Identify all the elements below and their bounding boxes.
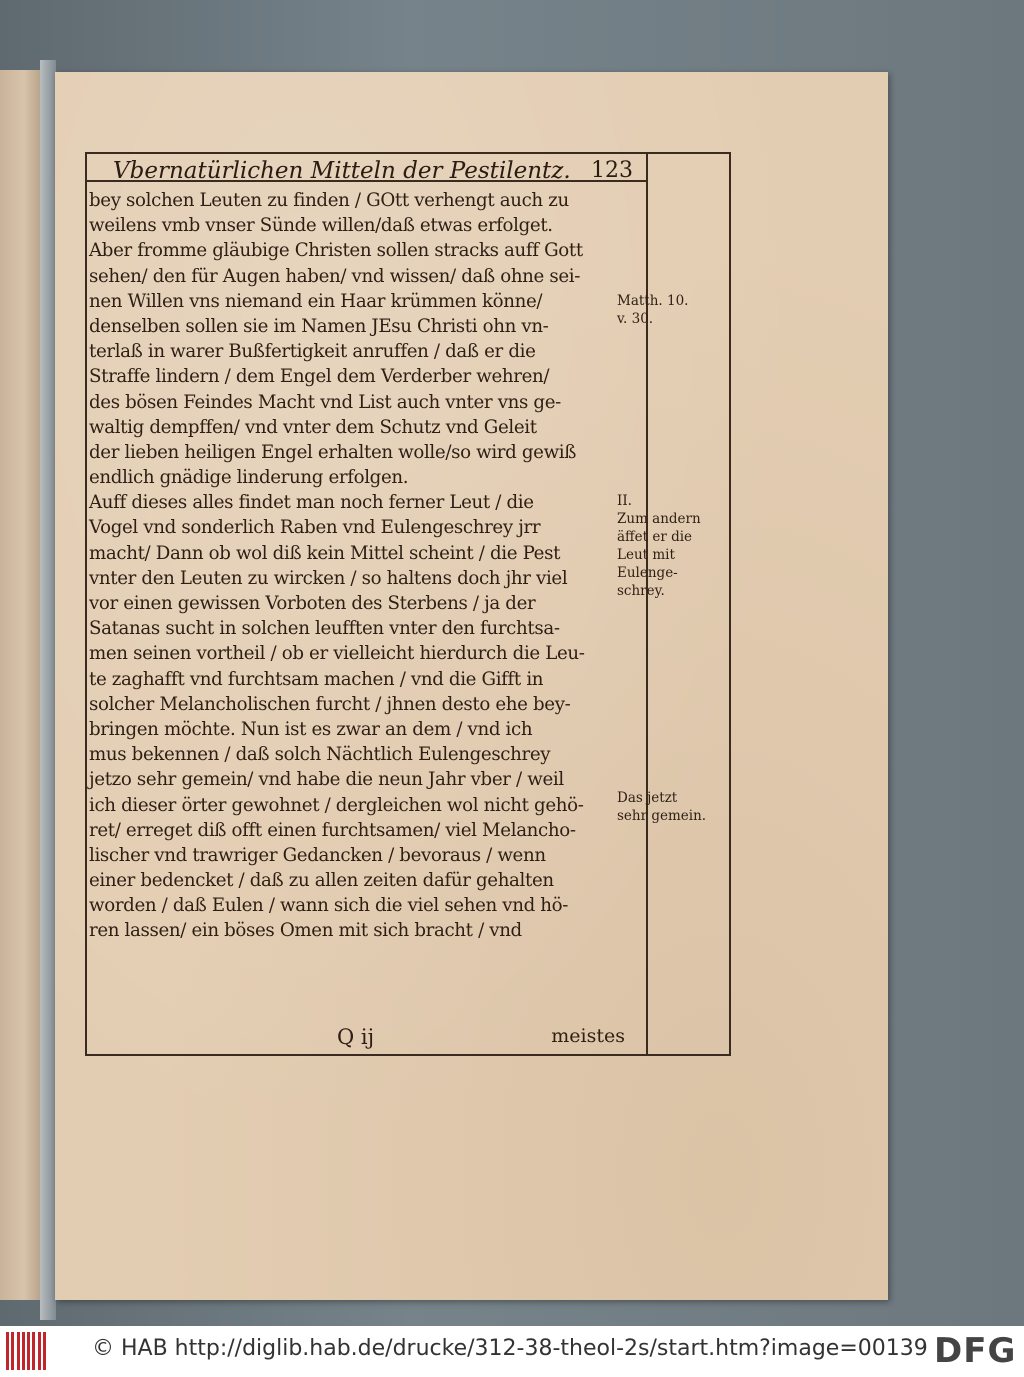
marginal-line: v. 30. — [617, 311, 654, 327]
text-line: sehen/ den für Augen haben/ vnd wissen/ daß ohne sei- — [89, 265, 581, 287]
text-line: lischer vnd trawriger Gedancken / bevoraus / wenn — [89, 844, 546, 866]
text-line: denselben sollen sie im Namen JEsu Christi ohn vn- — [89, 315, 549, 337]
text-line: bey solchen Leuten zu finden / GOtt verhengt auch zu — [89, 190, 569, 211]
marginal-line: Zum andern — [617, 511, 701, 527]
text-line: Auff dieses alles findet man noch ferner Leut / die — [89, 492, 534, 514]
page-gutter — [40, 60, 56, 1320]
adjacent-page-edge — [0, 70, 40, 1300]
book-page — [55, 72, 888, 1300]
text-line: te zaghafft vnd furchtsam machen / vnd die Gifft in — [89, 668, 544, 690]
text-line: der lieben heiligen Engel erhalten wolle/so wird gewiß — [89, 441, 577, 463]
text-line: jetzo sehr gemein/ vnd habe die neun Jahr vber / weil — [89, 769, 564, 791]
marginal-line: Matth. 10. — [617, 293, 689, 309]
text-line: waltig dempffen/ vnd vnter dem Schutz vnd Geleit — [89, 416, 537, 438]
marginal-line: Leut mit — [617, 547, 675, 563]
running-head: Vbernatürlichen Mitteln der Pestilentz. — [113, 158, 571, 184]
text-line: des bösen Feindes Macht vnd List auch vnter vns ge- — [89, 391, 561, 413]
viewer-footer — [0, 1326, 1024, 1377]
text-line: Vogel vnd sonderlich Raben vnd Eulengeschrey jrr — [89, 517, 541, 539]
page-number: 123 — [591, 158, 633, 183]
marginal-note-bible-ref — [617, 292, 713, 328]
text-line: Satanas sucht in solchen leufften vnter den furchtsa- — [89, 618, 560, 640]
text-line: bringen möchte. Nun ist es zwar an dem / vnd ich — [89, 718, 533, 740]
text-line: vnter den Leuten zu wircken / so haltens doch jhr viel — [89, 567, 568, 589]
text-line: solcher Melancholischen furcht / jhnen desto ehe bey- — [89, 693, 571, 715]
text-line: ret/ erreget diß offt einen furchtsamen/ viel Melancho- — [89, 819, 576, 841]
text-line: Straffe lindern / dem Engel dem Verderber wehren/ — [89, 366, 550, 388]
body-text — [89, 188, 621, 944]
catchword: meistes — [551, 1025, 625, 1047]
text-line: terlaß in warer Bußfertigkeit anruffen / daß er die — [89, 341, 536, 363]
marginal-note-section — [617, 492, 713, 600]
text-line: ren lassen/ ein böses Omen mit sich bracht / vnd — [89, 920, 522, 942]
text-line: men seinen vortheil / ob er vielleicht hierdurch die Leu- — [89, 643, 585, 665]
marginal-line: Das jetzt — [617, 790, 678, 806]
text-line: Aber fromme gläubige Christen sollen stracks auff Gott — [89, 240, 583, 262]
text-line: worden / daß Eulen / wann sich die viel sehen vnd hö- — [89, 895, 569, 917]
text-line: einer bedencket / daß zu allen zeiten dafür gehalten — [89, 870, 554, 892]
dfg-logo: DFG — [934, 1331, 1017, 1371]
marginal-line: sehr gemein. — [617, 808, 707, 824]
marginal-line: Eulenge- — [617, 565, 678, 581]
marginal-line: II. — [617, 493, 632, 509]
margin-rule — [646, 152, 648, 1054]
text-line: nen Willen vns niemand ein Haar krümmen könne/ — [89, 290, 543, 312]
text-line: weilens vmb vnser Sünde willen/daß etwas erfolget. — [89, 215, 553, 237]
text-line: mus bekennen / daß solch Nächtlich Eulengeschrey — [89, 744, 551, 766]
marginal-line: schrey. — [617, 583, 665, 599]
signature-mark: Q ij — [337, 1025, 375, 1049]
text-line: macht/ Dann ob wol diß kein Mittel scheint / die Pest — [89, 542, 561, 564]
text-line: ich dieser örter gewohnet / dergleichen wol nicht gehö- — [89, 794, 584, 816]
copyright-link[interactable]: © HAB http://diglib.hab.de/drucke/312-38-theol-2s/start.htm?image=00139 — [92, 1336, 928, 1361]
text-line: vor einen gewissen Vorboten des Sterbens / ja der — [89, 593, 536, 614]
marginal-line: äffet er die — [617, 529, 693, 545]
hab-logo-icon — [6, 1332, 46, 1370]
marginal-note-common — [617, 789, 713, 825]
text-line: endlich gnädige linderung erfolgen. — [89, 467, 409, 489]
